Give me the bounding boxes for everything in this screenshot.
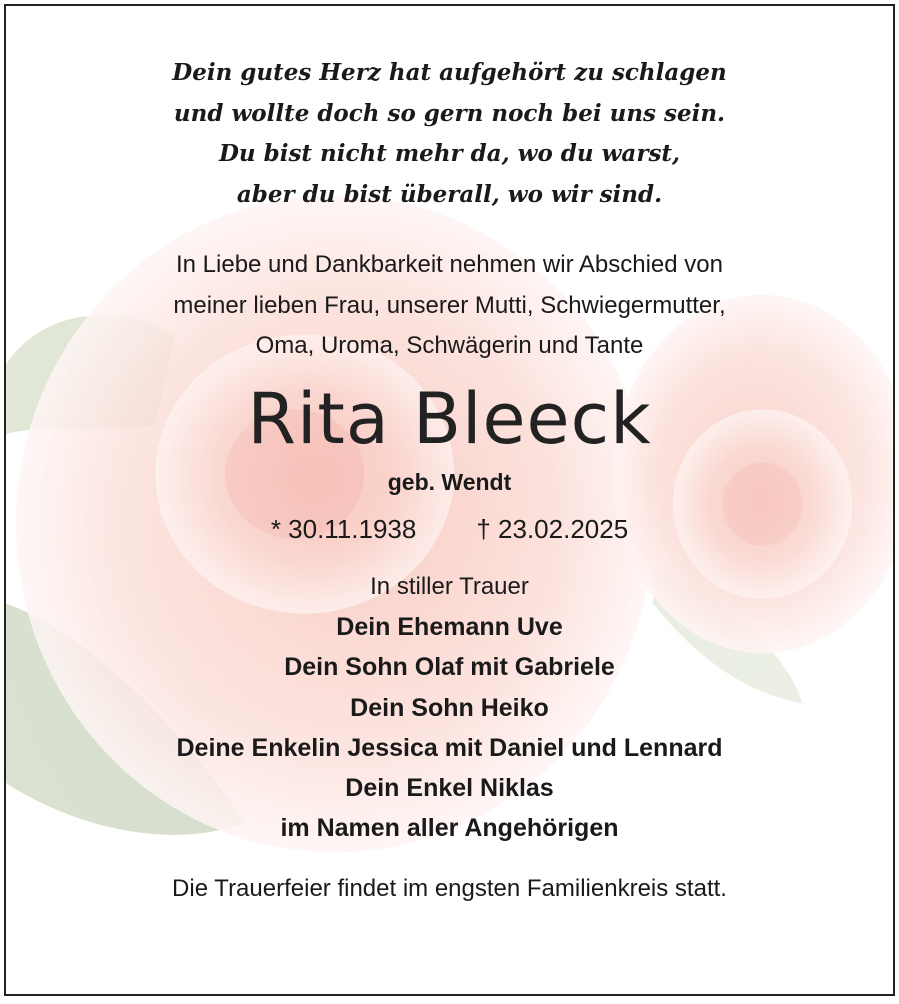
deceased-name: Rita Bleeck [247,377,652,460]
mourner-line: Dein Sohn Olaf mit Gabriele [284,653,615,682]
mourners-list [6,607,893,849]
mourner-line: im Namen aller Angehörigen [280,814,619,843]
farewell-intro [6,245,893,367]
maiden-name: geb. Wendt [387,468,512,495]
poem-line: aber du bist überall, wo wir sind. [236,180,663,208]
intro-line: In Liebe und Dankbarkeit nehmen wir Abschied von [175,251,723,278]
mourning-intro: In stiller Trauer [370,572,529,600]
poem-line: Du bist nicht mehr da, wo du warst, [218,140,681,167]
mourner-line: Dein Enkel Niklas [345,774,554,803]
poem-line: Dein gutes Herz hat aufgehört zu schlagen [172,59,727,86]
funeral-notice: Die Trauerfeier findet im engsten Familienkreis statt. [172,874,727,902]
memorial-poem [6,53,893,215]
birth-date: * 30.11.1938 [270,513,417,544]
life-dates [6,509,893,549]
mourner-line: Dein Sohn Heiko [350,693,549,722]
obituary-content [6,53,893,909]
mourner-line: Deine Enkelin Jessica mit Daniel und Lennard [176,733,723,762]
mourner-line: Dein Ehemann Uve [336,613,563,641]
obituary-card [4,4,895,996]
poem-line: und wollte doch so gern noch bei uns sein. [173,99,726,127]
intro-line: meiner lieben Frau, unserer Mutti, Schwiegermutter, [173,291,726,319]
death-date: † 23.02.2025 [476,513,629,544]
intro-line: Oma, Uroma, Schwägerin und Tante [255,332,644,359]
